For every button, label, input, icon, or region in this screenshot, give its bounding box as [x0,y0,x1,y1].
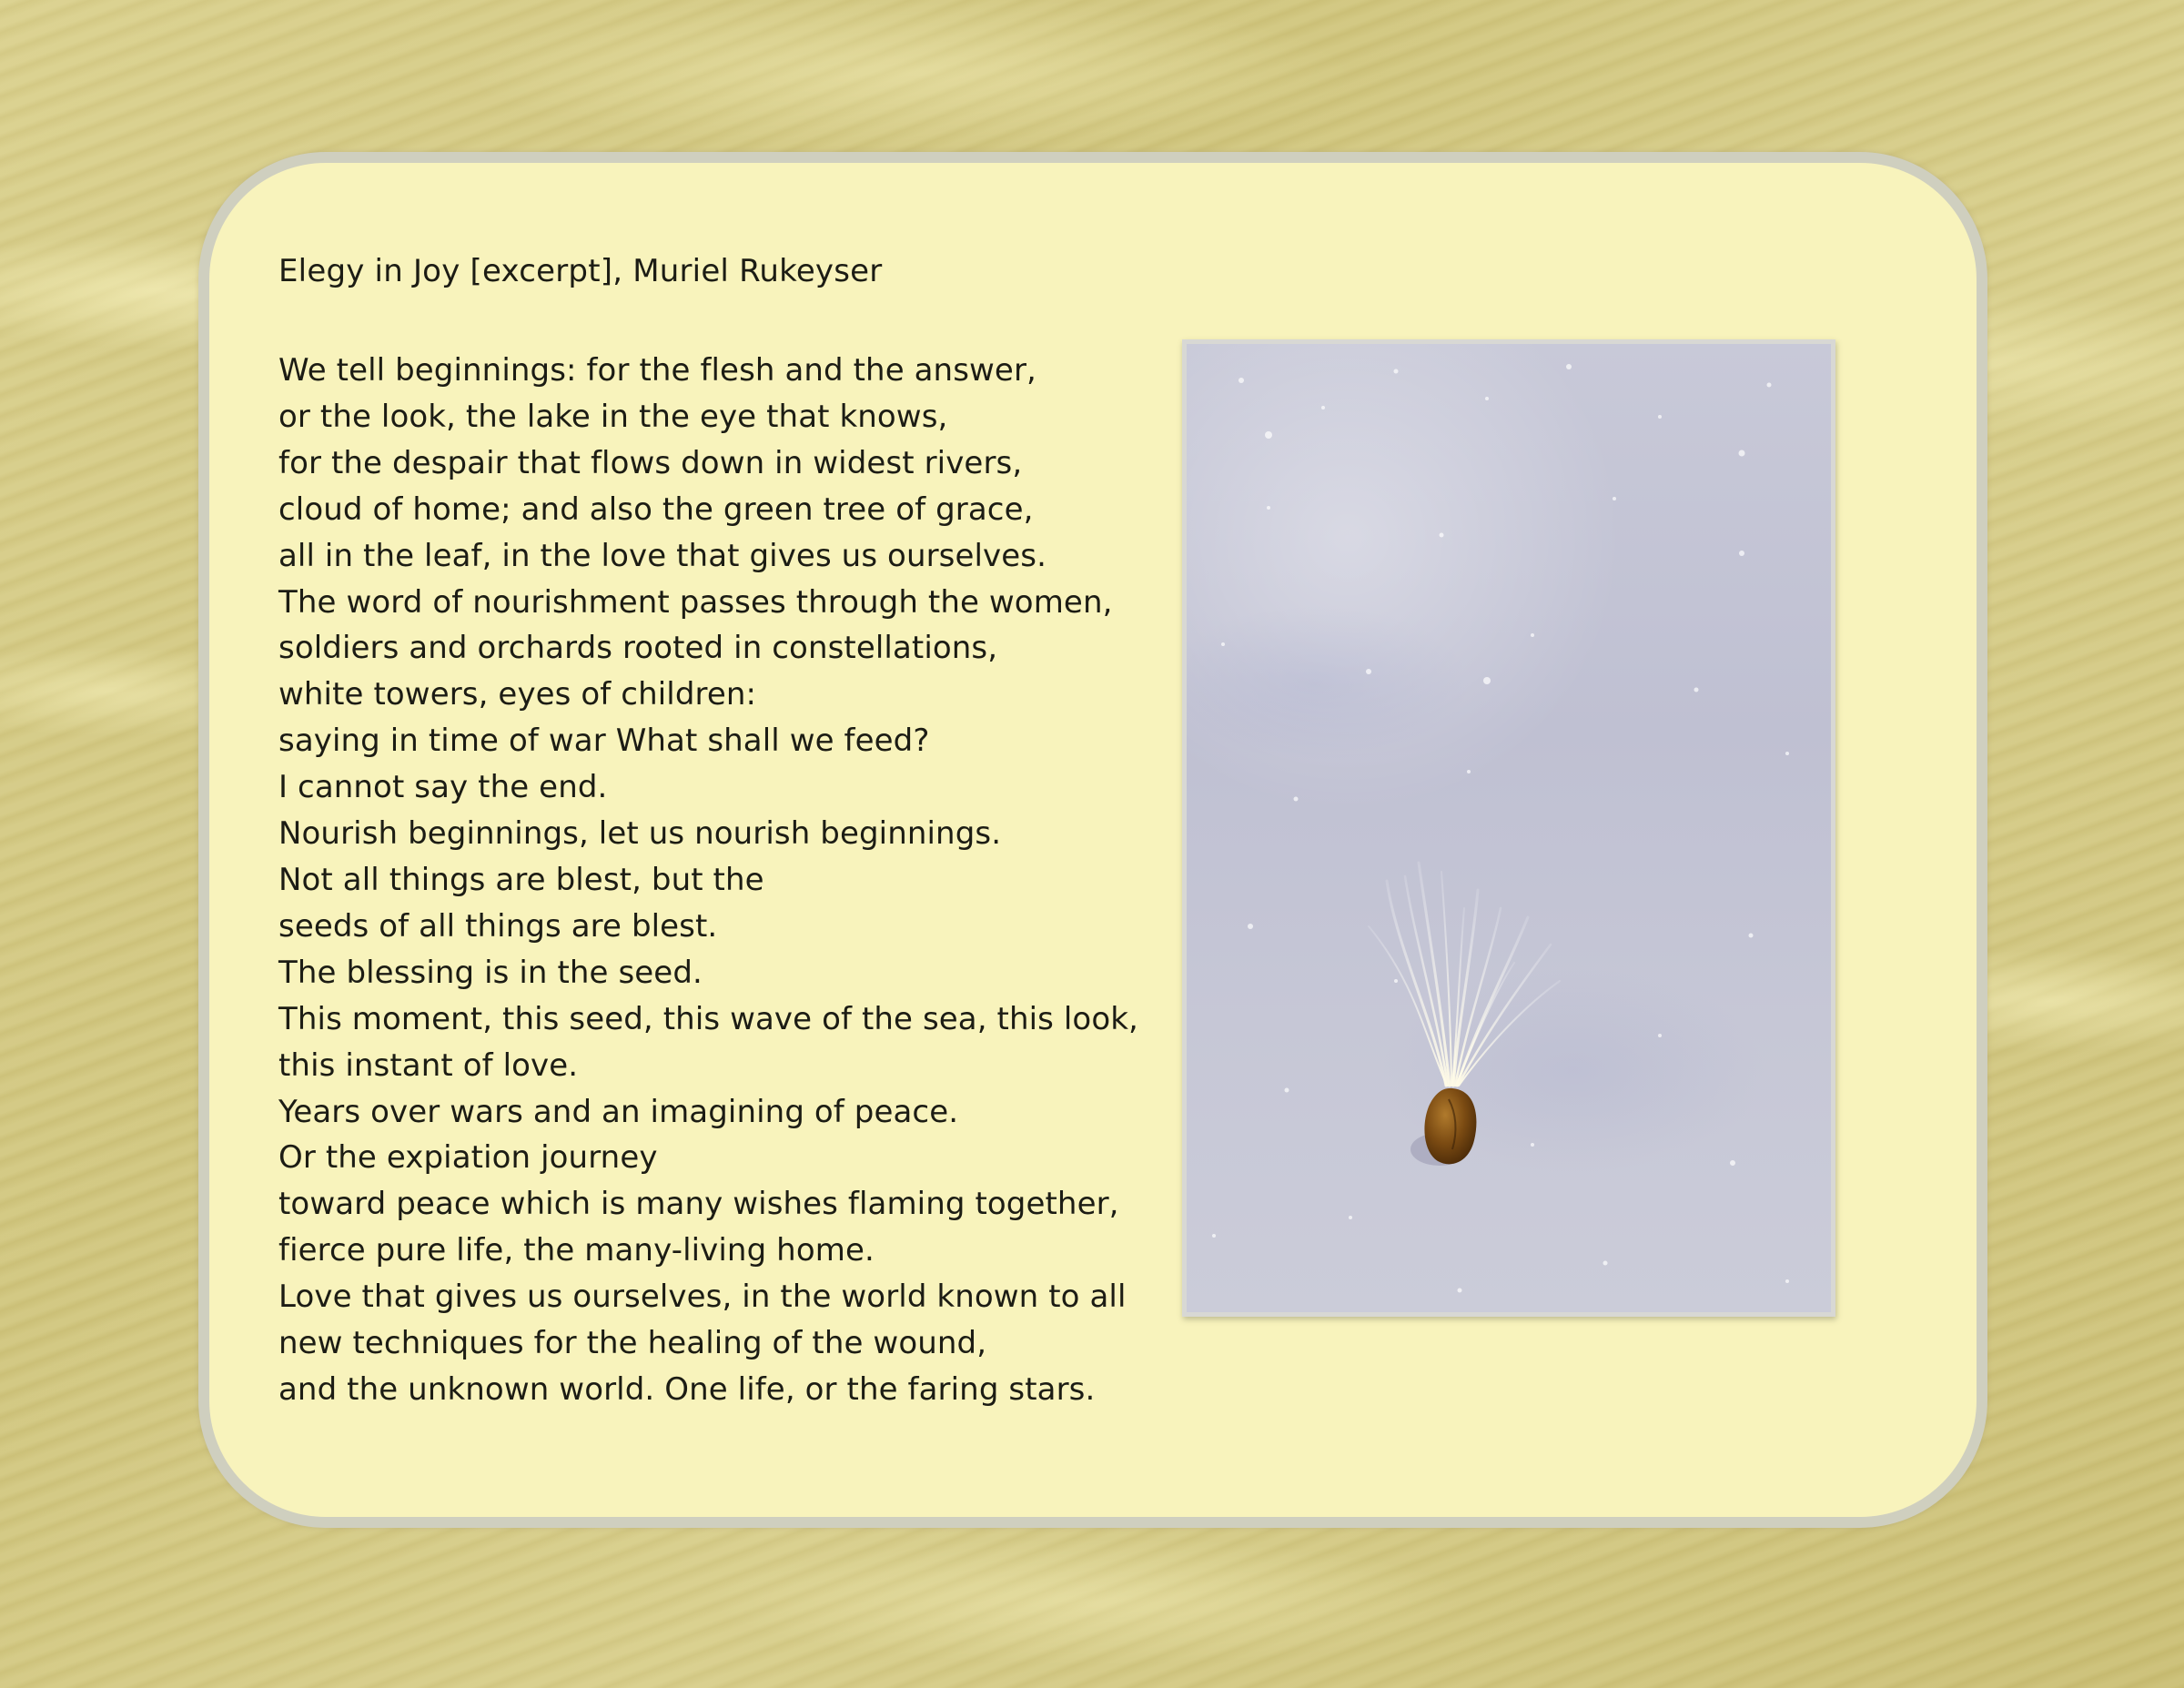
poem-line: fierce pure life, the many-living home. [278,1232,875,1269]
poem-line: Not all things are blest, but the [278,861,764,898]
poem-line: toward peace which is many wishes flaming together, [278,1186,1119,1223]
poem-line: The word of nourishment passes through the women, [278,583,1113,621]
poem-line: Years over wars and an imagining of peace. [278,1093,959,1130]
poem-text [278,348,1138,1413]
seed-on-snow-illustration [1187,344,1831,1312]
poem-line: I cannot say the end. [278,769,608,806]
poem-line: all in the leaf, in the love that gives us ourselves. [278,537,1047,574]
poem-line: seeds of all things are blest. [278,907,718,945]
poem-line: and the unknown world. One life, or the faring stars. [278,1370,1096,1408]
poem-line: new techniques for the healing of the wound, [278,1325,987,1362]
poem-line: Or the expiation journey [278,1139,658,1177]
poem-line: saying in time of war What shall we feed? [278,723,930,760]
poem-title: Elegy in Joy [excerpt], Muriel Rukeyser [278,253,883,289]
seed [1424,1088,1476,1164]
poem-line: white towers, eyes of children: [278,676,757,713]
poem-line: This moment, this seed, this wave of the sea, this look, [278,1000,1138,1037]
poem-line: for the despair that flows down in widest rivers, [278,444,1023,481]
poem-line: this instant of love. [278,1046,579,1084]
poem-line: The blessing is in the seed. [278,954,703,991]
poem-line: cloud of home; and also the green tree of grace, [278,490,1034,528]
seed-photo [1182,339,1835,1317]
poem-line: Nourish beginnings, let us nourish beginnings. [278,815,1002,853]
poem-line: or the look, the lake in the eye that knows, [278,398,948,435]
poem-line: soldiers and orchards rooted in constellations, [278,630,998,667]
snow-sparkles [1212,364,1789,1293]
seed-fluff [1369,863,1560,1086]
poem-line: Love that gives us ourselves, in the world known to all [278,1279,1127,1316]
poem-line: We tell beginnings: for the flesh and the answer, [278,352,1036,389]
